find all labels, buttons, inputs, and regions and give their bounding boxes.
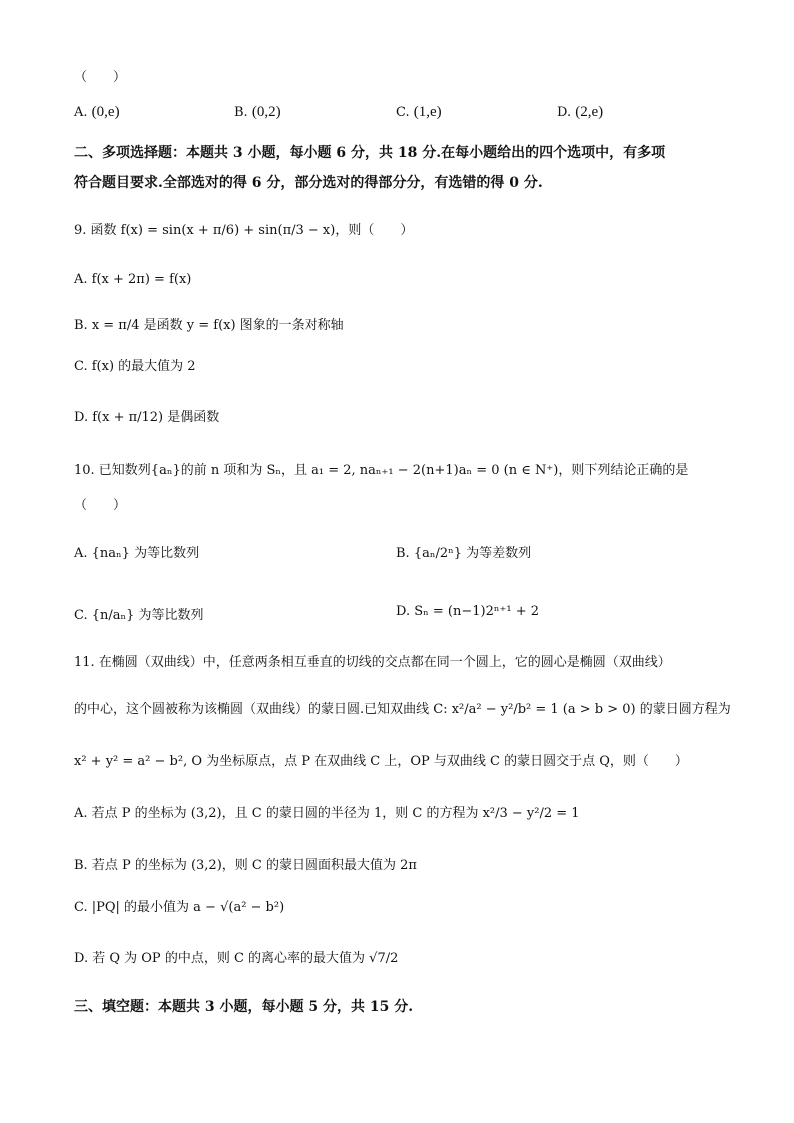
q11-line2: 的中心，这个圆被称为该椭圆（双曲线）的蒙日圆.已知双曲线 C: x²/a² − y²/b² = 1 (a > b > 0) 的蒙日圆方程为 (74, 702, 731, 717)
q8-option-c (396, 104, 442, 121)
q9-option-a: A. f(x + 2π) = f(x) (74, 272, 192, 287)
q8-answer-paren: （ ） (74, 70, 127, 85)
q8-option-b (234, 104, 281, 121)
q10-option-c: C. {n/aₙ} 为等比数列 (74, 608, 204, 623)
section3-heading: 三、填空题：本题共 3 小题，每小题 5 分，共 15 分. (74, 999, 414, 1015)
q11-option-a: A. 若点 P 的坐标为 (3,2)，且 C 的蒙日圆的半径为 1，则 C 的方程为 x²/3 − y²/2 = 1 (74, 806, 580, 821)
q9-stem: 9. 函数 f(x) = sin(x + π/6) + sin(π/3 − x)，则（ ） (74, 223, 414, 238)
option-letter: A. (74, 105, 88, 120)
q9-option-b: B. x = π/4 是函数 y = f(x) 图象的一条对称轴 (74, 318, 344, 333)
q11-option-d: D. 若 Q 为 OP 的中点，则 C 的离心率的最大值为 √7/2 (74, 951, 399, 966)
q9-option-d: D. f(x + π/12) 是偶函数 (74, 410, 220, 425)
option-value: (0,2) (251, 104, 281, 120)
q8-option-d (557, 104, 603, 121)
option-value: (0,e) (91, 104, 120, 120)
q10-option-a: A. {naₙ} 为等比数列 (74, 546, 200, 561)
section2-heading-line2: 符合题目要求.全部选对的得 6 分，部分选对的得部分分，有选错的得 0 分. (74, 175, 543, 191)
q10-stem: 10. 已知数列{aₙ}的前 n 项和为 Sₙ，且 a₁ = 2, naₙ₊₁ − 2(n+1)aₙ = 0 (n ∈ N⁺)，则下列结论正确的是 (74, 463, 689, 478)
q8-option-a (74, 104, 120, 121)
q11-line1: 11. 在椭圆（双曲线）中，任意两条相互垂直的切线的交点都在同一个圆上，它的圆心是椭圆（双曲线） (74, 655, 671, 670)
q11-option-c: C. |PQ| 的最小值为 a − √(a² − b²) (74, 900, 285, 915)
q10-option-d: D. Sₙ = (n−1)2ⁿ⁺¹ + 2 (396, 604, 539, 619)
q10-option-b: B. {aₙ/2ⁿ} 为等差数列 (396, 546, 532, 561)
q11-line3: x² + y² = a² − b², O 为坐标原点，点 P 在双曲线 C 上，OP 与双曲线 C 的蒙日圆交于点 Q，则（ ） (74, 754, 688, 769)
q11-option-b: B. 若点 P 的坐标为 (3,2)，则 C 的蒙日圆面积最大值为 2π (74, 858, 417, 873)
q10-answer-paren: （ ） (74, 498, 127, 513)
option-value: (1,e) (413, 104, 442, 120)
section2-heading-line1: 二、多项选择题：本题共 3 小题，每小题 6 分，共 18 分.在每小题给出的四个选项中，有多项 (74, 145, 666, 161)
option-letter: B. (234, 105, 248, 120)
option-letter: D. (557, 105, 572, 120)
option-letter: C. (396, 105, 410, 120)
q9-option-c: C. f(x) 的最大值为 2 (74, 359, 196, 374)
option-value: (2,e) (575, 104, 604, 120)
